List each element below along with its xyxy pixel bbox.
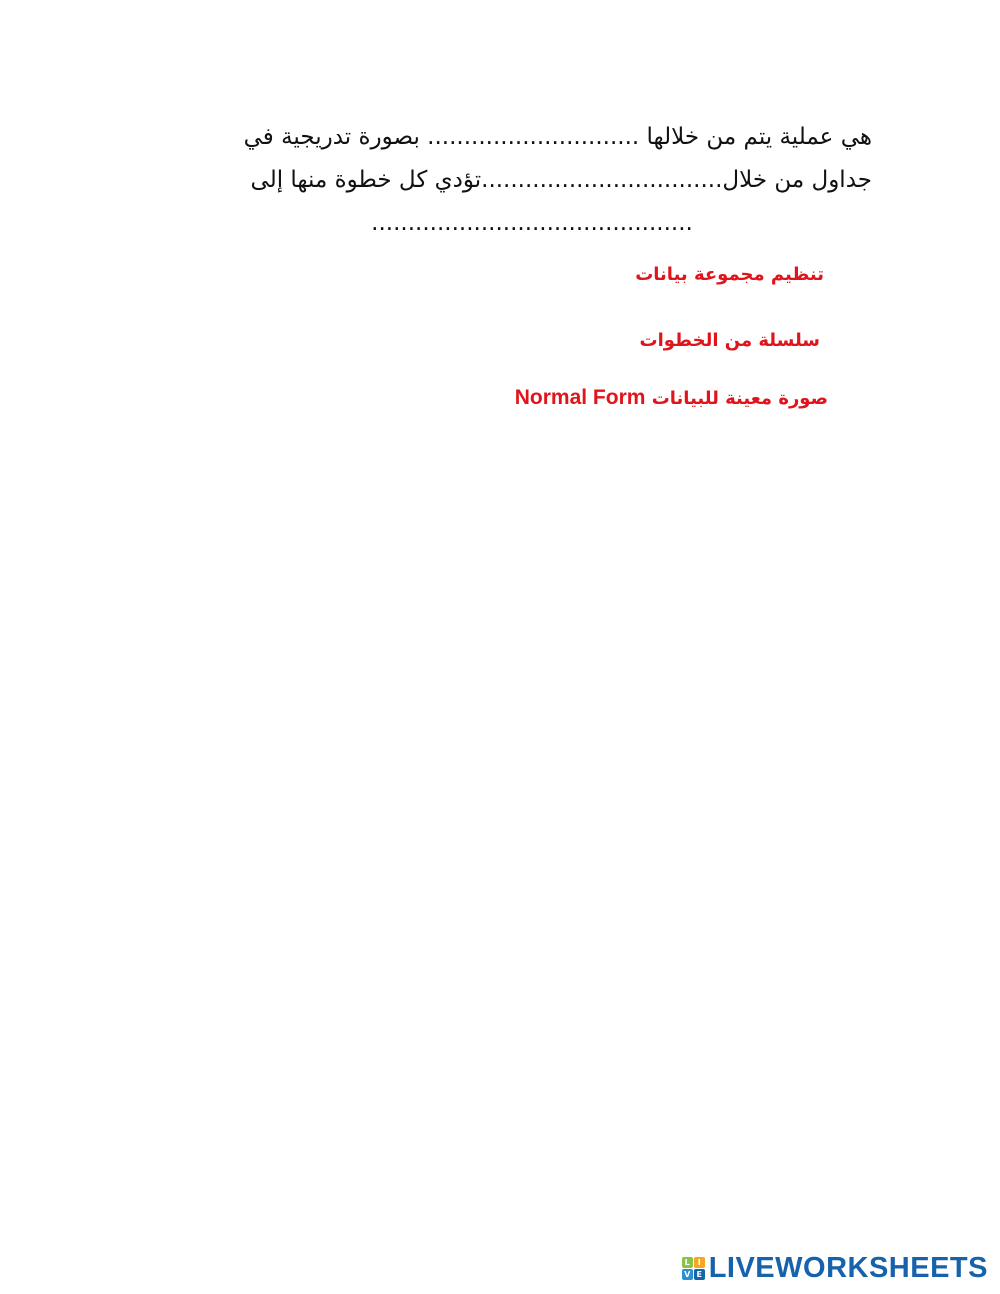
liveworksheets-brand <box>682 1252 988 1285</box>
logo-letter: E <box>694 1269 705 1280</box>
answer-option-series-of-steps[interactable] <box>640 330 820 351</box>
answer-option-normal-form[interactable] <box>515 386 828 410</box>
answer-option-organize-data[interactable] <box>635 264 824 285</box>
answer-option-label-latin: Normal Form <box>514 386 646 409</box>
question-line-2: جداول من خلال.................................تؤدي كل خطوة منها إلى <box>250 167 872 193</box>
answer-option-label-arabic: صورة معينة للبيانات <box>651 388 828 409</box>
logo-letter: L <box>682 1257 693 1268</box>
question-line-1: هي عملية يتم من خلالها ............................. بصورة تدريجية في <box>243 124 872 150</box>
answer-option-label: تنظيم مجموعة بيانات <box>635 264 824 285</box>
logo-letter: V <box>682 1269 693 1280</box>
question-text <box>120 116 872 245</box>
question-line-3: ............................................ <box>371 210 693 236</box>
logo-letter: I <box>694 1257 705 1268</box>
brand-name: LIVEWORKSHEETS <box>708 1252 988 1284</box>
answer-option-label: سلسلة من الخطوات <box>639 330 820 351</box>
liveworksheets-logo-icon <box>682 1257 705 1280</box>
